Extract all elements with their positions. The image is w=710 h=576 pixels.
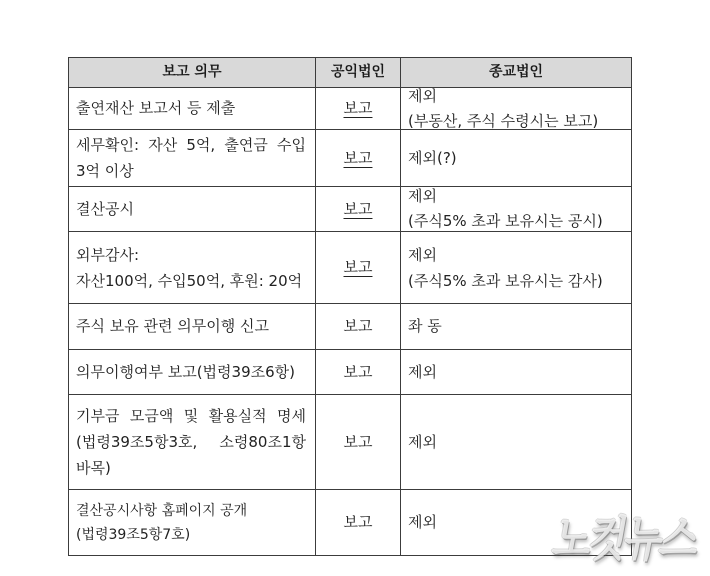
religious-cell [401,187,632,232]
reporting-duty-text: 외부감사: [76,245,140,264]
public-interest-value: 보고 [343,513,373,531]
religious-cell [401,350,632,395]
reporting-duty-comparison-table [68,57,632,556]
header-cell-reporting-duty [69,58,316,88]
religious-text-line: 제외 [408,245,437,264]
header-label: 공익법인 [330,64,386,80]
public-interest-value: 보고 [343,362,373,381]
religious-cell [401,232,632,304]
reporting-duty-cell [69,395,316,490]
reporting-duty-cell [69,187,316,232]
reporting-duty-text: 결산공시 [76,199,134,218]
religious-cell [401,88,632,130]
religious-text-line: 좌 동 [408,317,442,335]
public-interest-cell [316,395,401,490]
public-interest-cell [316,187,401,232]
public-interest-value: 보고 [343,432,373,451]
public-interest-cell [316,490,401,556]
reporting-duty-cell [69,232,316,304]
religious-text-line: 제외 [408,513,437,531]
religious-text-line: 제외 [408,362,437,381]
religious-text-line: 제외 [408,187,437,205]
reporting-duty-text: 의무이행여부 보고(법령39조6항) [76,362,295,381]
public-interest-cell [316,304,401,350]
reporting-duty-text: (법령39조5항7호) [76,526,191,543]
public-interest-cell [316,88,401,130]
public-interest-cell [316,350,401,395]
public-interest-value: 보고 [343,99,373,117]
reporting-duty-cell [69,88,316,130]
religious-text-line: (주식5% 초과 보유시는 공시) [408,212,603,230]
reporting-duty-text: 기부금 모금액 및 활용실적 명세 [76,407,306,425]
religious-text-line: 제외(?) [408,148,457,167]
reporting-duty-cell [69,490,316,556]
header-cell-public-interest-corp [316,58,401,88]
religious-cell [401,304,632,350]
religious-text-line: (부동산, 주식 수령시는 보고) [408,111,599,130]
reporting-duty-text: 자산100억, 수입50억, 후원: 20억 [76,271,303,290]
public-interest-cell [316,130,401,187]
public-interest-cell [316,232,401,304]
religious-cell [401,395,632,490]
public-interest-value: 보고 [343,317,373,335]
public-interest-value: 보고 [343,258,373,276]
religious-cell [401,130,632,187]
public-interest-value: 보고 [343,199,373,218]
reporting-duty-cell [69,350,316,395]
religious-text-line: 제외 [408,432,437,451]
reporting-duty-text: 3억 이상 [76,162,134,180]
public-interest-value: 보고 [343,148,373,167]
header-label: 보고 의무 [162,64,222,80]
reporting-duty-cell [69,130,316,187]
reporting-duty-text: 출연재산 보고서 등 제출 [76,99,236,117]
reporting-duty-cell [69,304,316,350]
reporting-duty-text: 바목) [76,459,111,477]
religious-text-line: (주식5% 초과 보유시는 감사) [408,271,603,290]
reporting-duty-text: 주식 보유 관련 의무이행 신고 [76,317,269,335]
watermark-logo: 노컷뉴스 [548,512,702,568]
reporting-duty-text: 결산공시사항 홈페이지 공개 [76,502,248,519]
reporting-duty-text: 세무확인: 자산 5억, 출연금 수입 [76,136,306,154]
religious-text-line: 제외 [408,86,437,105]
reporting-duty-text: (법령39조5항3호, 소령80조1항 [76,433,306,451]
header-label: 종교법인 [488,64,544,80]
